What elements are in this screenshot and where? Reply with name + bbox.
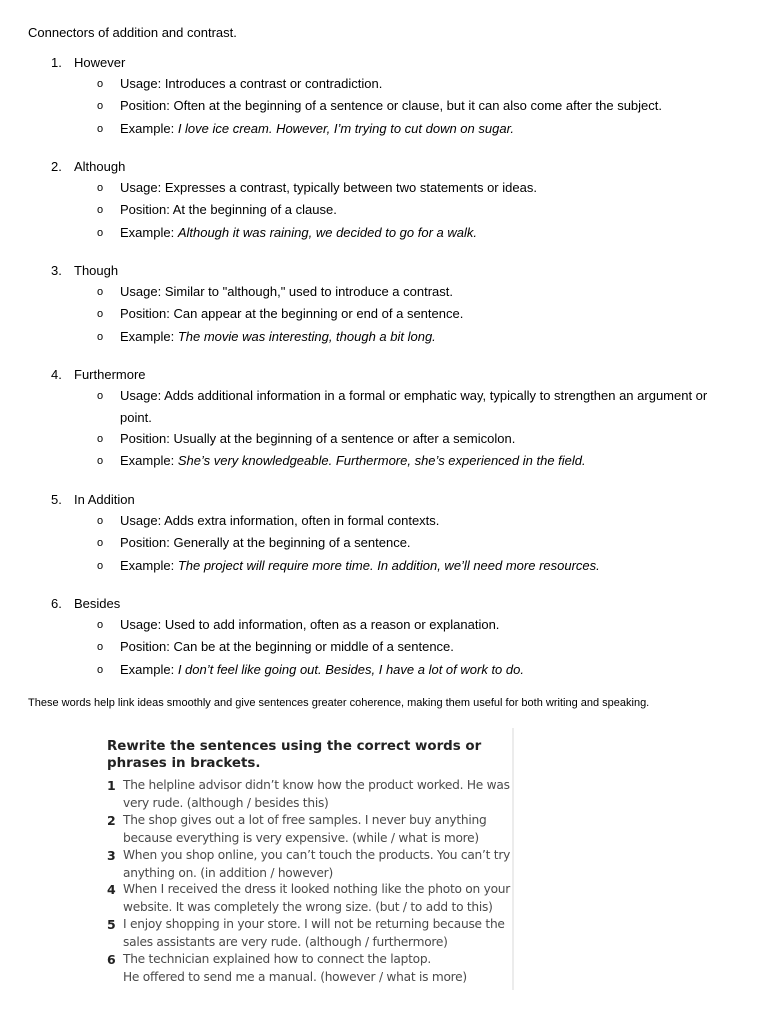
example-sentence: Although it was raining, we decided to go for a walk. xyxy=(177,225,477,240)
bullet-text xyxy=(120,95,720,117)
exercise-item-number: 4 xyxy=(107,882,116,897)
connector-heading: In Addition xyxy=(74,492,135,507)
bullet-text xyxy=(120,510,720,532)
bullet-marker: o xyxy=(97,100,104,112)
bullet-marker: o xyxy=(97,123,104,135)
bullet-text xyxy=(120,281,720,303)
bullet-label: Position: xyxy=(120,431,174,446)
connector-heading: Besides xyxy=(74,596,121,611)
bullet-description: Generally at the beginning of a sentence. xyxy=(173,535,411,550)
bullet-text xyxy=(120,303,720,325)
example-sentence: The project will require more time. In addition, we’ll need more resources. xyxy=(177,558,600,573)
bullet-text xyxy=(120,428,720,450)
bullet-text xyxy=(120,222,720,244)
bullet-marker: o xyxy=(97,286,104,298)
connector-heading: Though xyxy=(74,263,119,278)
exercise-item-number: 5 xyxy=(107,917,116,932)
example-sentence: The movie was interesting, though a bit long. xyxy=(177,329,436,344)
bullet-marker: o xyxy=(97,664,104,676)
bullet-text xyxy=(120,385,720,429)
closing-paragraph: These words help link ideas smoothly and give sentences greater coherence, making them useful for both writing and speaking. xyxy=(28,697,650,709)
bullet-description: Adds extra information, often in formal contexts. xyxy=(164,513,440,528)
bullet-description: Expresses a contrast, typically between two statements or ideas. xyxy=(164,180,537,195)
exercise-item-text: I enjoy shopping in your store. I will not be returning because the sales assistants are very rude. (although / furthermore) xyxy=(123,917,505,949)
bullet-marker: o xyxy=(97,331,104,343)
exercise-item-number: 1 xyxy=(107,778,116,793)
bullet-description: Can be at the beginning or middle of a sentence. xyxy=(173,639,454,654)
bullet-marker: o xyxy=(97,227,104,239)
exercise-item-text: When I received the dress it looked nothing like the photo on your website. It was completely the wrong size. (but / to add to this) xyxy=(123,882,511,914)
example-sentence: I don’t feel like going out. Besides, I have a lot of work to do. xyxy=(177,662,524,677)
bullet-text xyxy=(120,659,720,681)
bullet-label: Usage: xyxy=(120,180,165,195)
item-number: 1. xyxy=(51,55,62,70)
exercise-item-text: The technician explained how to connect the laptop. He offered to send me a manual. (however / what is more) xyxy=(123,952,467,984)
bullet-marker: o xyxy=(97,390,104,402)
exercise-item-number: 6 xyxy=(107,952,116,967)
bullet-marker: o xyxy=(97,455,104,467)
exercise-title: Rewrite the sentences using the correct words or phrases in brackets. xyxy=(107,739,482,771)
bullet-description: Introduces a contrast or contradiction. xyxy=(164,76,383,91)
bullet-description: Usually at the beginning of a sentence or after a semicolon. xyxy=(173,431,516,446)
bullet-label: Example: xyxy=(120,558,178,573)
bullet-label: Usage: xyxy=(120,617,165,632)
exercise-item-text: The helpline advisor didn’t know how the product worked. He was very rude. (although / besides this) xyxy=(123,778,510,810)
bullet-marker: o xyxy=(97,182,104,194)
example-sentence: She’s very knowledgeable. Furthermore, she’s experienced in the field. xyxy=(177,453,586,468)
item-number: 2. xyxy=(51,159,62,174)
bullet-label: Example: xyxy=(120,329,178,344)
bullet-text xyxy=(120,73,720,95)
bullet-label: Example: xyxy=(120,121,178,136)
item-number: 6. xyxy=(51,596,62,611)
exercise-image xyxy=(88,728,512,990)
bullet-marker: o xyxy=(97,560,104,572)
exercise-item-text: When you shop online, you can’t touch the products. You can’t try anything on. (in addition / however) xyxy=(123,848,511,880)
bullet-marker: o xyxy=(97,515,104,527)
bullet-description: Used to add information, often as a reason or explanation. xyxy=(164,617,500,632)
exercise-item-number: 3 xyxy=(107,848,116,863)
connector-heading: Furthermore xyxy=(74,367,146,382)
bullet-description: Often at the beginning of a sentence or clause, but it can also come after the subject. xyxy=(173,98,663,113)
example-sentence: I love ice cream. However, I’m trying to cut down on sugar. xyxy=(177,121,515,136)
bullet-label: Example: xyxy=(120,453,178,468)
bullet-text xyxy=(120,177,720,199)
bullet-text xyxy=(120,118,720,140)
bullet-text xyxy=(120,326,720,348)
page-title: Connectors of addition and contrast. xyxy=(28,25,237,40)
bullet-marker: o xyxy=(97,537,104,549)
bullet-marker: o xyxy=(97,308,104,320)
exercise-item-number: 2 xyxy=(107,813,116,828)
bullet-label: Usage: xyxy=(120,76,165,91)
connector-heading: Although xyxy=(74,159,126,174)
bullet-text xyxy=(120,199,720,221)
bullet-marker: o xyxy=(97,641,104,653)
bullet-label: Example: xyxy=(120,225,178,240)
item-number: 3. xyxy=(51,263,62,278)
bullet-text xyxy=(120,532,720,554)
exercise-item-text: The shop gives out a lot of free samples. I never buy anything because everything is very expensive. (while / what is more) xyxy=(123,813,487,845)
bullet-text xyxy=(120,450,720,472)
bullet-label: Example: xyxy=(120,662,178,677)
bullet-label: Position: xyxy=(120,535,174,550)
bullet-label: Usage: xyxy=(120,284,165,299)
bullet-marker: o xyxy=(97,78,104,90)
bullet-label: Usage: xyxy=(120,513,165,528)
bullet-description: Similar to "although," used to introduce a contrast. xyxy=(164,284,453,299)
item-number: 4. xyxy=(51,367,62,382)
bullet-label: Position: xyxy=(120,639,174,654)
bullet-text xyxy=(120,636,720,658)
bullet-label: Usage: xyxy=(120,388,165,403)
item-number: 5. xyxy=(51,492,62,507)
bullet-text xyxy=(120,555,720,577)
bullet-description: At the beginning of a clause. xyxy=(172,202,337,217)
bullet-text xyxy=(120,614,720,636)
bullet-label: Position: xyxy=(120,202,173,217)
bullet-label: Position: xyxy=(120,306,174,321)
bullet-label: Position: xyxy=(120,98,174,113)
bullet-description: Can appear at the beginning or end of a sentence. xyxy=(173,306,464,321)
bullet-marker: o xyxy=(97,204,104,216)
bullet-marker: o xyxy=(97,433,104,445)
bullet-description: Adds additional information in a formal or emphatic way, typically to strengthen an argument or point. xyxy=(120,388,708,425)
bullet-marker: o xyxy=(97,619,104,631)
connector-heading: However xyxy=(74,55,126,70)
